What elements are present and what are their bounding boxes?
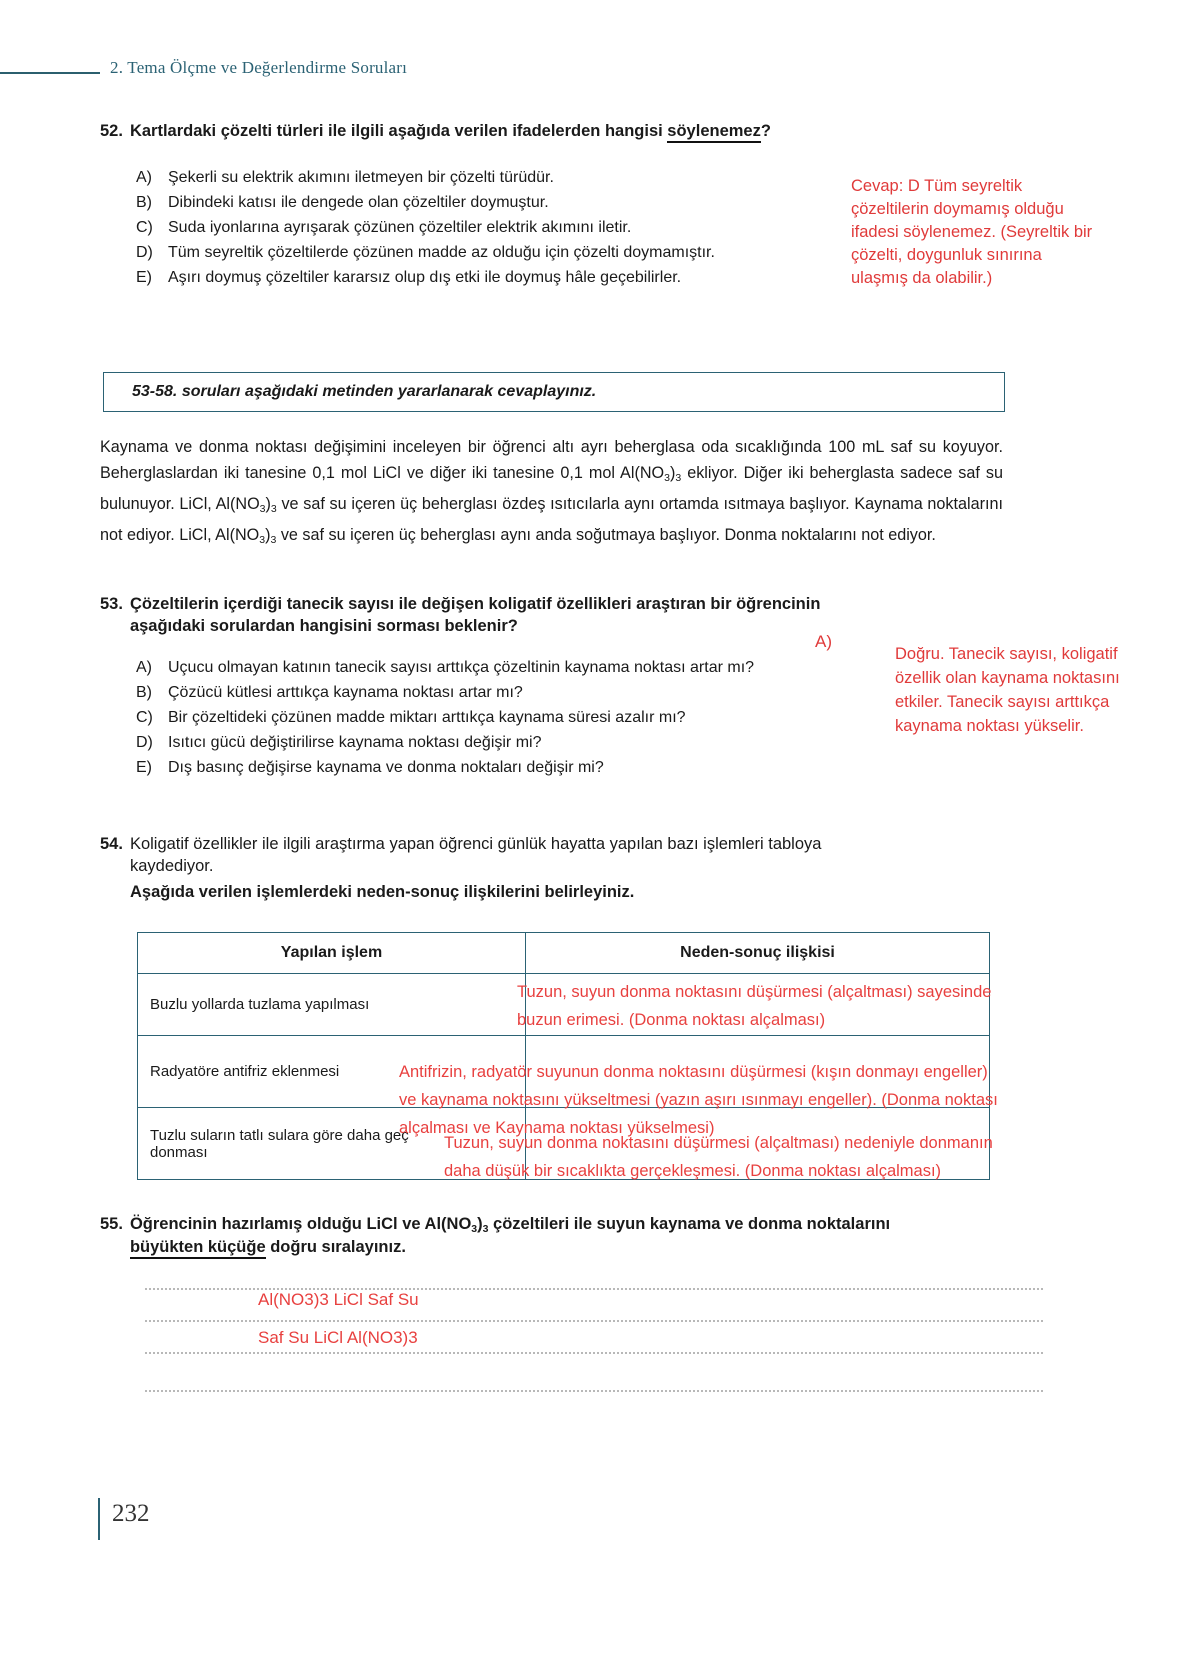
footer-rule xyxy=(98,1498,100,1540)
option-row[interactable] xyxy=(136,685,896,701)
option-text: Isıtıcı gücü değiştirilirse kaynama noktası değişir mi? xyxy=(168,734,542,751)
option-letter: B) xyxy=(136,684,152,701)
passage-part-7: ve saf su içeren üç beherglası aynı anda soğutmaya başlıyor. Donma noktalarını not ediyor. xyxy=(276,526,936,544)
option-letter: A) xyxy=(136,659,152,676)
question-54-stem xyxy=(100,833,980,903)
instruction-box-text: 53-58. soruları aşağıdaki metinden yararlanarak cevaplayınız. xyxy=(132,383,597,400)
option-letter: B) xyxy=(136,194,152,211)
option-letter: D) xyxy=(136,734,153,751)
header-title: 2. Tema Ölçme ve Değerlendirme Soruları xyxy=(110,58,408,77)
instruction-box xyxy=(103,372,1005,412)
option-text: Çözücü kütlesi arttıkça kaynama noktası artar mı? xyxy=(168,684,523,701)
option-letter: C) xyxy=(136,219,153,236)
question-52-stem-underlined: söylenemez xyxy=(667,122,761,143)
table-cell-islem: Radyatöre antifriz eklenmesi xyxy=(138,1036,526,1108)
table-cell-islem-line1: Tuzlu suların tatlı sulara göre daha geç xyxy=(150,1126,409,1144)
question-54-number: 54. xyxy=(100,835,123,853)
table-cell-islem: Buzlu yollarda tuzlama yapılması xyxy=(138,974,526,1036)
option-row[interactable] xyxy=(136,220,876,236)
option-text: Şekerli su elektrik akımını iletmeyen bir çözelti türüdür. xyxy=(168,169,554,186)
table-annotation-row2-line1: Antifrizin, radyatör suyunun donma noktasını düşürmesi (kışın donmayı engeller) xyxy=(399,1063,988,1081)
reading-passage xyxy=(100,434,1003,553)
question-53-answer-mark: A) xyxy=(815,632,832,651)
option-row[interactable] xyxy=(136,270,876,286)
question-55-stem-a: Öğrencinin hazırlamış olduğu LiCl ve Al(NO xyxy=(129,1215,472,1233)
question-52-annotation: Cevap: D Tüm seyreltik çözeltilerin doymamış olduğu ifadesi söylenemez. (Seyreltik bir çözelti, doygunluk sınırına ulaşmış da olabilir.) xyxy=(851,177,1093,288)
option-letter: C) xyxy=(136,709,153,726)
page-number: 232 xyxy=(112,1500,150,1527)
table-annotation-row1-line1: Tuzun, suyun donma noktasını düşürmesi (alçaltması) sayesinde xyxy=(517,983,992,1001)
passage-part-6: ) xyxy=(265,526,271,544)
table-header-islem: Yapılan işlem xyxy=(138,933,526,974)
option-text: Dış basınç değişirse kaynama ve donma noktaları değişir mi? xyxy=(168,759,604,776)
question-52-stem-before: Kartlardaki çözelti türleri ile ilgili aşağıda verilen ifadelerden hangisi xyxy=(129,122,668,140)
question-53-options xyxy=(136,660,896,785)
option-letter: D) xyxy=(136,244,153,261)
question-52-stem xyxy=(100,120,890,142)
option-row[interactable] xyxy=(136,660,896,676)
passage-sub-6: 3 xyxy=(270,534,277,546)
question-53-stem-text: Çözeltilerin içerdiği tanecik sayısı ile değişen koligatif özellikleri araştıran bir öğrencinin aşağıdaki sorulardan hangisini sorması beklenir? xyxy=(129,595,821,636)
question-55-stem-b: ) xyxy=(477,1215,483,1233)
passage-part-5: ve saf su içeren üç beherglası özdeş ısıtıcılarla aynı ortamda ısıtmaya başlıyor. Kaynama noktalarını not ediyor. LiCl, Al(NO xyxy=(100,495,1004,544)
passage-sub-1: 3 xyxy=(664,472,670,484)
passage-part-3: ekliyor. Diğer iki beherglasta sadece saf su bulunuyor. LiCl, Al(NO xyxy=(100,464,1003,513)
question-55-stem-underlined: büyükten küçüğe xyxy=(130,1238,266,1259)
header-rule xyxy=(0,72,100,74)
question-53-annotation: Doğru. Tanecik sayısı, koligatif özellik olan kaynama noktasını etkiler. Tanecik sayısı arttıkça kaynama noktası yükselir. xyxy=(895,645,1120,735)
option-row[interactable] xyxy=(136,195,876,211)
passage-sub-2: 3 xyxy=(675,472,682,484)
question-55-stem-d: doğru sıralayınız. xyxy=(265,1238,406,1257)
option-text: Bir çözeltideki çözünen madde miktarı arttıkça kaynama süresi azalır mı? xyxy=(168,709,686,726)
option-row[interactable] xyxy=(136,735,896,751)
table-annotation-row2-line3: alçalması ve Kaynama noktası yükselmesi) xyxy=(399,1119,715,1137)
question-55-stem-c: çözeltileri ile suyun kaynama ve donma noktalarını xyxy=(488,1215,891,1233)
table-annotation-row2-line2: ve kaynama noktasını yükseltmesi (yazın aşırı ısınmayı engeller). (Donma noktası xyxy=(399,1091,998,1109)
option-row[interactable] xyxy=(136,710,896,726)
question-55-number: 55. xyxy=(100,1215,123,1233)
passage-part-4: ) xyxy=(265,495,271,513)
table-annotation-row3-line1: Tuzun, suyun donma noktasını düşürmesi (alçaltması) nedeniyle donmanın xyxy=(444,1134,993,1152)
passage-sub-4: 3 xyxy=(270,503,277,515)
table-annotation-row1-line2: buzun erimesi. (Donma noktası alçalması) xyxy=(517,1011,826,1029)
question-55-stem-text xyxy=(130,1213,960,1258)
table-header-iliski: Neden-sonuç ilişkisi xyxy=(526,933,990,974)
answer-dot-line-3 xyxy=(145,1352,1043,1354)
question-55-stem xyxy=(100,1213,960,1258)
option-text: Tüm seyreltik çözeltilerde çözünen madde az olduğu için çözelti doymamıştır. xyxy=(168,244,715,261)
answer-dot-line-2 xyxy=(145,1320,1043,1322)
question-52-stem-text xyxy=(130,120,771,142)
option-text: Aşırı doymuş çözeltiler kararsız olup dış etki ile doymuş hâle geçebilirler. xyxy=(168,269,682,286)
option-text: Uçucu olmayan katının tanecik sayısı arttıkça çözeltinin kaynama noktası artar mı? xyxy=(168,659,755,676)
passage-sub-3: 3 xyxy=(259,503,266,515)
question-54-stem-line2: kaydediyor. xyxy=(130,857,214,876)
option-row[interactable] xyxy=(136,245,876,261)
question-52-number: 52. xyxy=(100,122,123,140)
question-55-sub-1: 3 xyxy=(471,1223,478,1235)
option-letter: E) xyxy=(136,759,152,776)
answer-text-1: Al(NO3)3 LiCl Saf Su xyxy=(258,1290,419,1309)
answer-text-2: Saf Su LiCl Al(NO3)3 xyxy=(258,1328,418,1347)
option-letter: E) xyxy=(136,269,152,286)
passage-part-2: ) xyxy=(669,464,676,482)
table-header-row xyxy=(138,933,990,974)
passage-part-1: Kaynama ve donma noktası değişimini inceleyen bir öğrenci altı ayrı beherglasa oda sıcaklığında 100 mL saf su koyuyor. Beherglaslardan iki tanesine 0,1 mol LiCl ve diğer iki tanesine 0,1 mol Al(NO xyxy=(100,438,1003,482)
question-52-options xyxy=(136,170,876,295)
answer-dot-line-4 xyxy=(145,1390,1043,1392)
option-text: Dibindeki katısı ile dengede olan çözeltiler doymuştur. xyxy=(168,194,549,211)
table-annotation-row3-line2: daha düşük bir sıcaklıkta gerçekleşmesi. (Donma noktası alçalması) xyxy=(444,1162,942,1180)
option-text: Suda iyonlarına ayrışarak çözünen çözeltiler elektrik akımını iletir. xyxy=(168,219,632,236)
table-cell-islem-line2: donması xyxy=(150,1143,208,1161)
option-row[interactable] xyxy=(136,170,876,186)
page-header xyxy=(0,58,1187,88)
question-53-number: 53. xyxy=(100,595,123,613)
question-54-stem-line1: Koligatif özellikler ile ilgili araştırma yapan öğrenci günlük hayatta yapılan bazı işlemleri tabloya xyxy=(129,835,822,853)
option-row[interactable] xyxy=(136,760,896,776)
option-letter: A) xyxy=(136,169,152,186)
question-55-sub-2: 3 xyxy=(482,1223,489,1235)
question-52-stem-after: ? xyxy=(760,122,771,140)
question-53-stem xyxy=(100,593,900,638)
passage-sub-5: 3 xyxy=(259,534,266,546)
question-54-stem-bold: Aşağıda verilen işlemlerdeki neden-sonuç ilişkilerini belirleyiniz. xyxy=(130,882,635,901)
